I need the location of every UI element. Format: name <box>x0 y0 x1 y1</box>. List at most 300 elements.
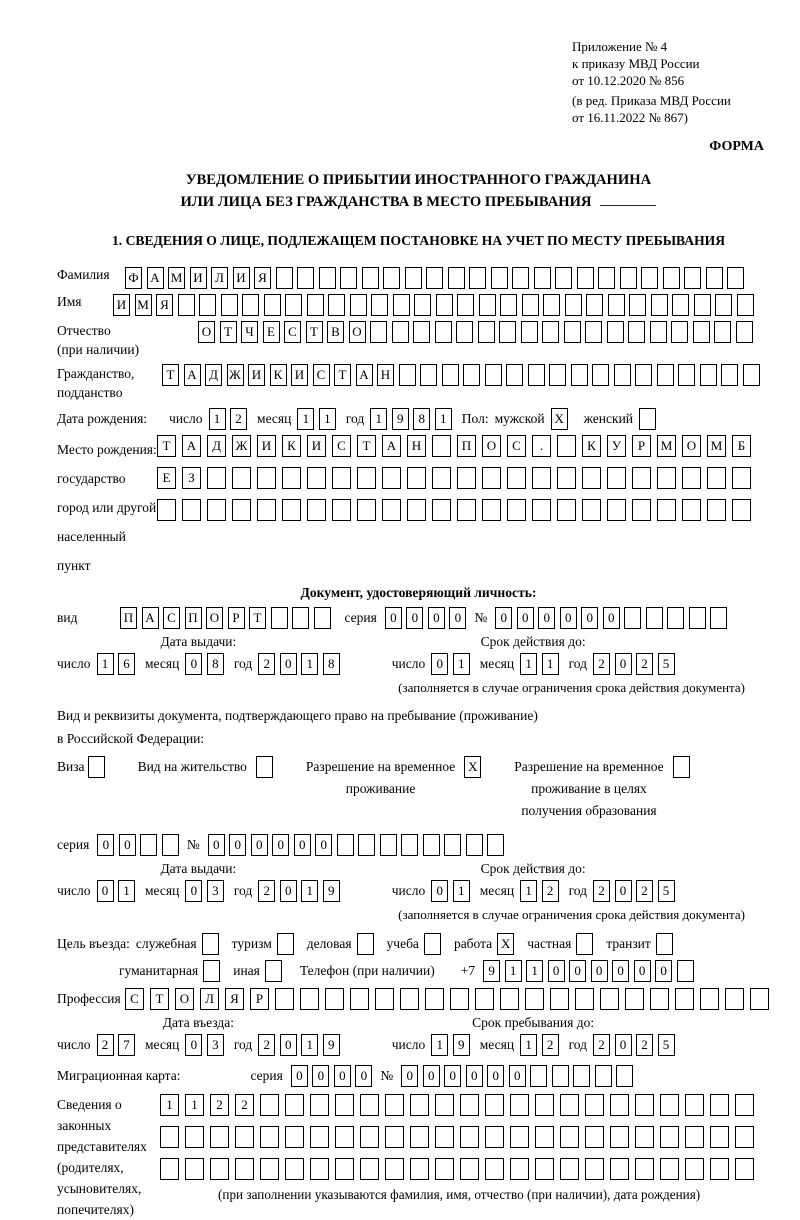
char-cell[interactable]: 1 <box>301 653 318 675</box>
char-cell[interactable] <box>235 1158 254 1180</box>
char-cell[interactable]: Е <box>263 321 280 343</box>
char-cell[interactable] <box>362 267 379 289</box>
char-cell[interactable] <box>182 499 201 521</box>
char-cell[interactable]: 2 <box>97 1034 114 1056</box>
char-cell[interactable]: 1 <box>431 1034 448 1056</box>
char-cell[interactable]: 0 <box>401 1065 418 1087</box>
char-cell[interactable] <box>335 1126 354 1148</box>
char-cell[interactable] <box>450 988 469 1010</box>
char-cell[interactable] <box>423 834 440 856</box>
char-cell[interactable] <box>585 1126 604 1148</box>
char-cell[interactable]: О <box>198 321 215 343</box>
char-cell[interactable]: Т <box>150 988 169 1010</box>
char-cell[interactable] <box>457 499 476 521</box>
char-cell[interactable] <box>260 1126 279 1148</box>
char-cell[interactable]: 1 <box>160 1094 179 1116</box>
char-cell[interactable]: 0 <box>423 1065 440 1087</box>
char-cell[interactable]: П <box>185 607 202 629</box>
char-cell[interactable] <box>410 1094 429 1116</box>
char-cell[interactable] <box>385 1094 404 1116</box>
char-cell[interactable]: 0 <box>612 960 629 982</box>
char-cell[interactable] <box>542 321 559 343</box>
char-cell[interactable] <box>560 1158 579 1180</box>
char-cell[interactable] <box>185 1126 204 1148</box>
char-cell[interactable]: 0 <box>431 880 448 902</box>
char-cell[interactable] <box>657 467 676 489</box>
char-cell[interactable] <box>460 1094 479 1116</box>
char-cell[interactable] <box>522 294 539 316</box>
checkbox-cell[interactable]: X <box>497 933 514 955</box>
char-cell[interactable] <box>432 499 451 521</box>
char-cell[interactable] <box>210 1126 229 1148</box>
char-cell[interactable] <box>460 1126 479 1148</box>
char-cell[interactable] <box>500 988 519 1010</box>
char-cell[interactable] <box>360 1094 379 1116</box>
char-cell[interactable]: Ч <box>241 321 258 343</box>
char-cell[interactable]: 0 <box>97 834 114 856</box>
char-cell[interactable] <box>682 467 701 489</box>
char-cell[interactable]: 0 <box>615 653 632 675</box>
char-cell[interactable] <box>714 321 731 343</box>
char-cell[interactable]: 0 <box>355 1065 372 1087</box>
char-cell[interactable]: 0 <box>615 1034 632 1056</box>
char-cell[interactable] <box>297 267 314 289</box>
char-cell[interactable] <box>735 1158 754 1180</box>
char-cell[interactable]: 0 <box>280 880 297 902</box>
char-cell[interactable]: 0 <box>280 653 297 675</box>
char-cell[interactable] <box>608 294 625 316</box>
char-cell[interactable] <box>667 607 684 629</box>
char-cell[interactable] <box>600 988 619 1010</box>
char-cell[interactable]: Р <box>250 988 269 1010</box>
checkbox-cell[interactable] <box>88 756 105 778</box>
char-cell[interactable]: 0 <box>185 880 202 902</box>
char-cell[interactable]: С <box>163 607 180 629</box>
char-cell[interactable] <box>491 267 508 289</box>
checkbox-cell[interactable] <box>357 933 374 955</box>
char-cell[interactable]: Т <box>249 607 266 629</box>
char-cell[interactable] <box>598 267 615 289</box>
char-cell[interactable] <box>482 467 501 489</box>
char-cell[interactable] <box>257 467 276 489</box>
char-cell[interactable] <box>560 1094 579 1116</box>
char-cell[interactable] <box>357 467 376 489</box>
char-cell[interactable]: 0 <box>603 607 620 629</box>
char-cell[interactable] <box>707 467 726 489</box>
char-cell[interactable] <box>185 1158 204 1180</box>
char-cell[interactable] <box>650 321 667 343</box>
char-cell[interactable] <box>257 499 276 521</box>
char-cell[interactable] <box>727 267 744 289</box>
char-cell[interactable] <box>460 1158 479 1180</box>
char-cell[interactable] <box>592 364 609 386</box>
char-cell[interactable] <box>282 467 301 489</box>
char-cell[interactable] <box>457 294 474 316</box>
char-cell[interactable] <box>625 988 644 1010</box>
char-cell[interactable] <box>706 267 723 289</box>
checkbox-cell[interactable] <box>202 933 219 955</box>
char-cell[interactable] <box>435 1158 454 1180</box>
char-cell[interactable] <box>444 834 461 856</box>
char-cell[interactable]: Н <box>377 364 394 386</box>
char-cell[interactable] <box>535 1158 554 1180</box>
char-cell[interactable] <box>552 1065 569 1087</box>
char-cell[interactable]: М <box>135 294 152 316</box>
char-cell[interactable] <box>660 1158 679 1180</box>
char-cell[interactable] <box>575 988 594 1010</box>
char-cell[interactable]: 1 <box>435 408 452 430</box>
char-cell[interactable] <box>425 988 444 1010</box>
char-cell[interactable] <box>678 364 695 386</box>
char-cell[interactable] <box>382 467 401 489</box>
char-cell[interactable] <box>420 364 437 386</box>
char-cell[interactable] <box>700 988 719 1010</box>
char-cell[interactable]: 2 <box>593 880 610 902</box>
char-cell[interactable]: Р <box>228 607 245 629</box>
char-cell[interactable] <box>264 294 281 316</box>
char-cell[interactable] <box>242 294 259 316</box>
char-cell[interactable]: 2 <box>542 1034 559 1056</box>
char-cell[interactable]: 2 <box>636 880 653 902</box>
char-cell[interactable] <box>463 364 480 386</box>
char-cell[interactable]: И <box>291 364 308 386</box>
char-cell[interactable] <box>285 1158 304 1180</box>
char-cell[interactable]: 0 <box>291 1065 308 1087</box>
char-cell[interactable] <box>585 321 602 343</box>
char-cell[interactable] <box>371 294 388 316</box>
char-cell[interactable]: 0 <box>569 960 586 982</box>
char-cell[interactable] <box>456 321 473 343</box>
char-cell[interactable]: 0 <box>229 834 246 856</box>
char-cell[interactable]: П <box>120 607 137 629</box>
char-cell[interactable] <box>675 988 694 1010</box>
char-cell[interactable]: 2 <box>210 1094 229 1116</box>
char-cell[interactable]: 0 <box>615 880 632 902</box>
char-cell[interactable] <box>660 1094 679 1116</box>
char-cell[interactable]: 0 <box>495 607 512 629</box>
char-cell[interactable]: 0 <box>208 834 225 856</box>
char-cell[interactable] <box>595 1065 612 1087</box>
char-cell[interactable]: Т <box>220 321 237 343</box>
char-cell[interactable]: Ф <box>125 267 142 289</box>
char-cell[interactable]: В <box>327 321 344 343</box>
char-cell[interactable]: 5 <box>658 1034 675 1056</box>
checkbox-cell[interactable] <box>277 933 294 955</box>
char-cell[interactable] <box>385 1126 404 1148</box>
char-cell[interactable]: 8 <box>413 408 430 430</box>
char-cell[interactable] <box>350 294 367 316</box>
char-cell[interactable] <box>671 321 688 343</box>
char-cell[interactable]: О <box>206 607 223 629</box>
char-cell[interactable] <box>300 988 319 1010</box>
checkbox-cell[interactable] <box>203 960 220 982</box>
char-cell[interactable] <box>614 364 631 386</box>
char-cell[interactable] <box>393 294 410 316</box>
char-cell[interactable] <box>732 467 751 489</box>
char-cell[interactable]: 1 <box>319 408 336 430</box>
char-cell[interactable]: О <box>682 435 701 457</box>
char-cell[interactable]: 1 <box>185 1094 204 1116</box>
char-cell[interactable] <box>710 1126 729 1148</box>
char-cell[interactable] <box>314 607 331 629</box>
char-cell[interactable] <box>360 1158 379 1180</box>
char-cell[interactable] <box>162 834 179 856</box>
char-cell[interactable] <box>178 294 195 316</box>
char-cell[interactable] <box>310 1158 329 1180</box>
char-cell[interactable]: Н <box>407 435 426 457</box>
char-cell[interactable]: 0 <box>655 960 672 982</box>
char-cell[interactable] <box>528 364 545 386</box>
char-cell[interactable] <box>232 467 251 489</box>
char-cell[interactable]: 1 <box>301 1034 318 1056</box>
char-cell[interactable] <box>221 294 238 316</box>
char-cell[interactable]: 2 <box>235 1094 254 1116</box>
char-cell[interactable] <box>360 1126 379 1148</box>
char-cell[interactable]: 1 <box>520 1034 537 1056</box>
char-cell[interactable] <box>582 499 601 521</box>
char-cell[interactable] <box>310 1094 329 1116</box>
char-cell[interactable] <box>689 607 706 629</box>
char-cell[interactable] <box>736 321 753 343</box>
checkbox-cell[interactable] <box>639 408 656 430</box>
char-cell[interactable] <box>325 988 344 1010</box>
char-cell[interactable] <box>292 607 309 629</box>
checkbox-cell[interactable]: X <box>551 408 568 430</box>
char-cell[interactable]: 3 <box>207 1034 224 1056</box>
char-cell[interactable] <box>735 1126 754 1148</box>
char-cell[interactable]: Б <box>732 435 751 457</box>
char-cell[interactable]: М <box>707 435 726 457</box>
char-cell[interactable]: 1 <box>520 880 537 902</box>
char-cell[interactable]: 0 <box>517 607 534 629</box>
char-cell[interactable] <box>232 499 251 521</box>
char-cell[interactable]: А <box>182 435 201 457</box>
char-cell[interactable] <box>399 364 416 386</box>
char-cell[interactable]: 0 <box>185 653 202 675</box>
char-cell[interactable] <box>535 1126 554 1148</box>
char-cell[interactable] <box>435 1126 454 1148</box>
char-cell[interactable]: 0 <box>406 607 423 629</box>
char-cell[interactable] <box>732 499 751 521</box>
char-cell[interactable]: О <box>175 988 194 1010</box>
char-cell[interactable] <box>635 1126 654 1148</box>
char-cell[interactable] <box>694 294 711 316</box>
char-cell[interactable] <box>285 1126 304 1148</box>
char-cell[interactable] <box>413 321 430 343</box>
char-cell[interactable] <box>657 499 676 521</box>
char-cell[interactable]: Е <box>157 467 176 489</box>
char-cell[interactable]: 1 <box>526 960 543 982</box>
char-cell[interactable] <box>207 499 226 521</box>
char-cell[interactable]: С <box>332 435 351 457</box>
char-cell[interactable] <box>685 1094 704 1116</box>
char-cell[interactable] <box>337 834 354 856</box>
char-cell[interactable] <box>560 1126 579 1148</box>
char-cell[interactable] <box>750 988 769 1010</box>
char-cell[interactable] <box>565 294 582 316</box>
char-cell[interactable] <box>707 499 726 521</box>
char-cell[interactable] <box>466 834 483 856</box>
char-cell[interactable]: 9 <box>453 1034 470 1056</box>
char-cell[interactable] <box>737 294 754 316</box>
char-cell[interactable] <box>660 1126 679 1148</box>
char-cell[interactable]: 2 <box>258 880 275 902</box>
char-cell[interactable] <box>375 988 394 1010</box>
char-cell[interactable]: 2 <box>258 1034 275 1056</box>
char-cell[interactable]: 1 <box>301 880 318 902</box>
char-cell[interactable] <box>710 1158 729 1180</box>
char-cell[interactable] <box>564 321 581 343</box>
char-cell[interactable]: 5 <box>658 880 675 902</box>
char-cell[interactable] <box>693 321 710 343</box>
char-cell[interactable] <box>571 364 588 386</box>
char-cell[interactable] <box>380 834 397 856</box>
char-cell[interactable] <box>435 321 452 343</box>
char-cell[interactable] <box>616 1065 633 1087</box>
checkbox-cell[interactable] <box>656 933 673 955</box>
checkbox-cell[interactable] <box>424 933 441 955</box>
char-cell[interactable] <box>510 1126 529 1148</box>
char-cell[interactable]: П <box>457 435 476 457</box>
char-cell[interactable] <box>641 267 658 289</box>
char-cell[interactable] <box>426 267 443 289</box>
checkbox-cell[interactable] <box>256 756 273 778</box>
char-cell[interactable] <box>275 988 294 1010</box>
char-cell[interactable]: 0 <box>251 834 268 856</box>
char-cell[interactable] <box>199 294 216 316</box>
char-cell[interactable]: Л <box>211 267 228 289</box>
char-cell[interactable] <box>475 988 494 1010</box>
char-cell[interactable]: 2 <box>258 653 275 675</box>
char-cell[interactable]: С <box>507 435 526 457</box>
char-cell[interactable]: Т <box>162 364 179 386</box>
char-cell[interactable] <box>521 321 538 343</box>
char-cell[interactable]: 0 <box>509 1065 526 1087</box>
char-cell[interactable] <box>632 499 651 521</box>
char-cell[interactable] <box>350 988 369 1010</box>
char-cell[interactable]: К <box>282 435 301 457</box>
char-cell[interactable]: 9 <box>323 1034 340 1056</box>
char-cell[interactable] <box>682 499 701 521</box>
char-cell[interactable] <box>507 467 526 489</box>
char-cell[interactable] <box>715 294 732 316</box>
char-cell[interactable]: 1 <box>505 960 522 982</box>
char-cell[interactable]: 5 <box>658 653 675 675</box>
char-cell[interactable]: А <box>382 435 401 457</box>
char-cell[interactable] <box>585 1094 604 1116</box>
char-cell[interactable]: Л <box>200 988 219 1010</box>
char-cell[interactable] <box>628 321 645 343</box>
char-cell[interactable] <box>485 1094 504 1116</box>
char-cell[interactable] <box>557 499 576 521</box>
char-cell[interactable] <box>160 1158 179 1180</box>
char-cell[interactable]: Д <box>205 364 222 386</box>
char-cell[interactable] <box>629 294 646 316</box>
char-cell[interactable]: И <box>190 267 207 289</box>
char-cell[interactable] <box>482 499 501 521</box>
char-cell[interactable]: Т <box>334 364 351 386</box>
char-cell[interactable] <box>525 988 544 1010</box>
char-cell[interactable]: 2 <box>230 408 247 430</box>
char-cell[interactable] <box>407 467 426 489</box>
char-cell[interactable]: 0 <box>185 1034 202 1056</box>
char-cell[interactable]: 1 <box>97 653 114 675</box>
char-cell[interactable]: Ж <box>227 364 244 386</box>
char-cell[interactable] <box>210 1158 229 1180</box>
char-cell[interactable] <box>710 1094 729 1116</box>
char-cell[interactable]: 3 <box>207 880 224 902</box>
char-cell[interactable]: Т <box>306 321 323 343</box>
char-cell[interactable]: 1 <box>118 880 135 902</box>
char-cell[interactable]: К <box>270 364 287 386</box>
char-cell[interactable]: 1 <box>209 408 226 430</box>
char-cell[interactable] <box>650 988 669 1010</box>
char-cell[interactable]: 0 <box>581 607 598 629</box>
char-cell[interactable] <box>410 1158 429 1180</box>
char-cell[interactable] <box>506 364 523 386</box>
char-cell[interactable]: 9 <box>392 408 409 430</box>
char-cell[interactable] <box>405 267 422 289</box>
char-cell[interactable] <box>448 267 465 289</box>
char-cell[interactable]: 0 <box>294 834 311 856</box>
char-cell[interactable]: 1 <box>370 408 387 430</box>
char-cell[interactable] <box>410 1126 429 1148</box>
char-cell[interactable]: С <box>284 321 301 343</box>
char-cell[interactable] <box>557 467 576 489</box>
char-cell[interactable]: 2 <box>636 653 653 675</box>
char-cell[interactable] <box>285 294 302 316</box>
char-cell[interactable] <box>469 267 486 289</box>
char-cell[interactable]: 2 <box>542 880 559 902</box>
char-cell[interactable] <box>407 499 426 521</box>
char-cell[interactable] <box>550 988 569 1010</box>
char-cell[interactable] <box>414 294 431 316</box>
char-cell[interactable]: 0 <box>119 834 136 856</box>
char-cell[interactable] <box>383 267 400 289</box>
char-cell[interactable]: 0 <box>272 834 289 856</box>
char-cell[interactable] <box>635 1158 654 1180</box>
char-cell[interactable]: Я <box>254 267 271 289</box>
char-cell[interactable]: О <box>349 321 366 343</box>
char-cell[interactable] <box>534 267 551 289</box>
char-cell[interactable]: Я <box>225 988 244 1010</box>
char-cell[interactable] <box>646 607 663 629</box>
char-cell[interactable] <box>735 1094 754 1116</box>
char-cell[interactable]: 0 <box>431 653 448 675</box>
char-cell[interactable] <box>685 1126 704 1148</box>
char-cell[interactable]: Т <box>357 435 376 457</box>
char-cell[interactable] <box>457 467 476 489</box>
char-cell[interactable]: . <box>532 435 551 457</box>
char-cell[interactable] <box>535 1094 554 1116</box>
char-cell[interactable] <box>532 499 551 521</box>
char-cell[interactable]: Р <box>632 435 651 457</box>
char-cell[interactable]: А <box>356 364 373 386</box>
char-cell[interactable] <box>319 267 336 289</box>
char-cell[interactable] <box>157 499 176 521</box>
char-cell[interactable]: 1 <box>453 880 470 902</box>
checkbox-cell[interactable] <box>576 933 593 955</box>
char-cell[interactable]: А <box>142 607 159 629</box>
char-cell[interactable] <box>499 321 516 343</box>
char-cell[interactable]: 1 <box>453 653 470 675</box>
char-cell[interactable]: Ж <box>232 435 251 457</box>
char-cell[interactable] <box>607 499 626 521</box>
char-cell[interactable] <box>586 294 603 316</box>
char-cell[interactable] <box>358 834 375 856</box>
char-cell[interactable] <box>610 1126 629 1148</box>
char-cell[interactable] <box>307 294 324 316</box>
